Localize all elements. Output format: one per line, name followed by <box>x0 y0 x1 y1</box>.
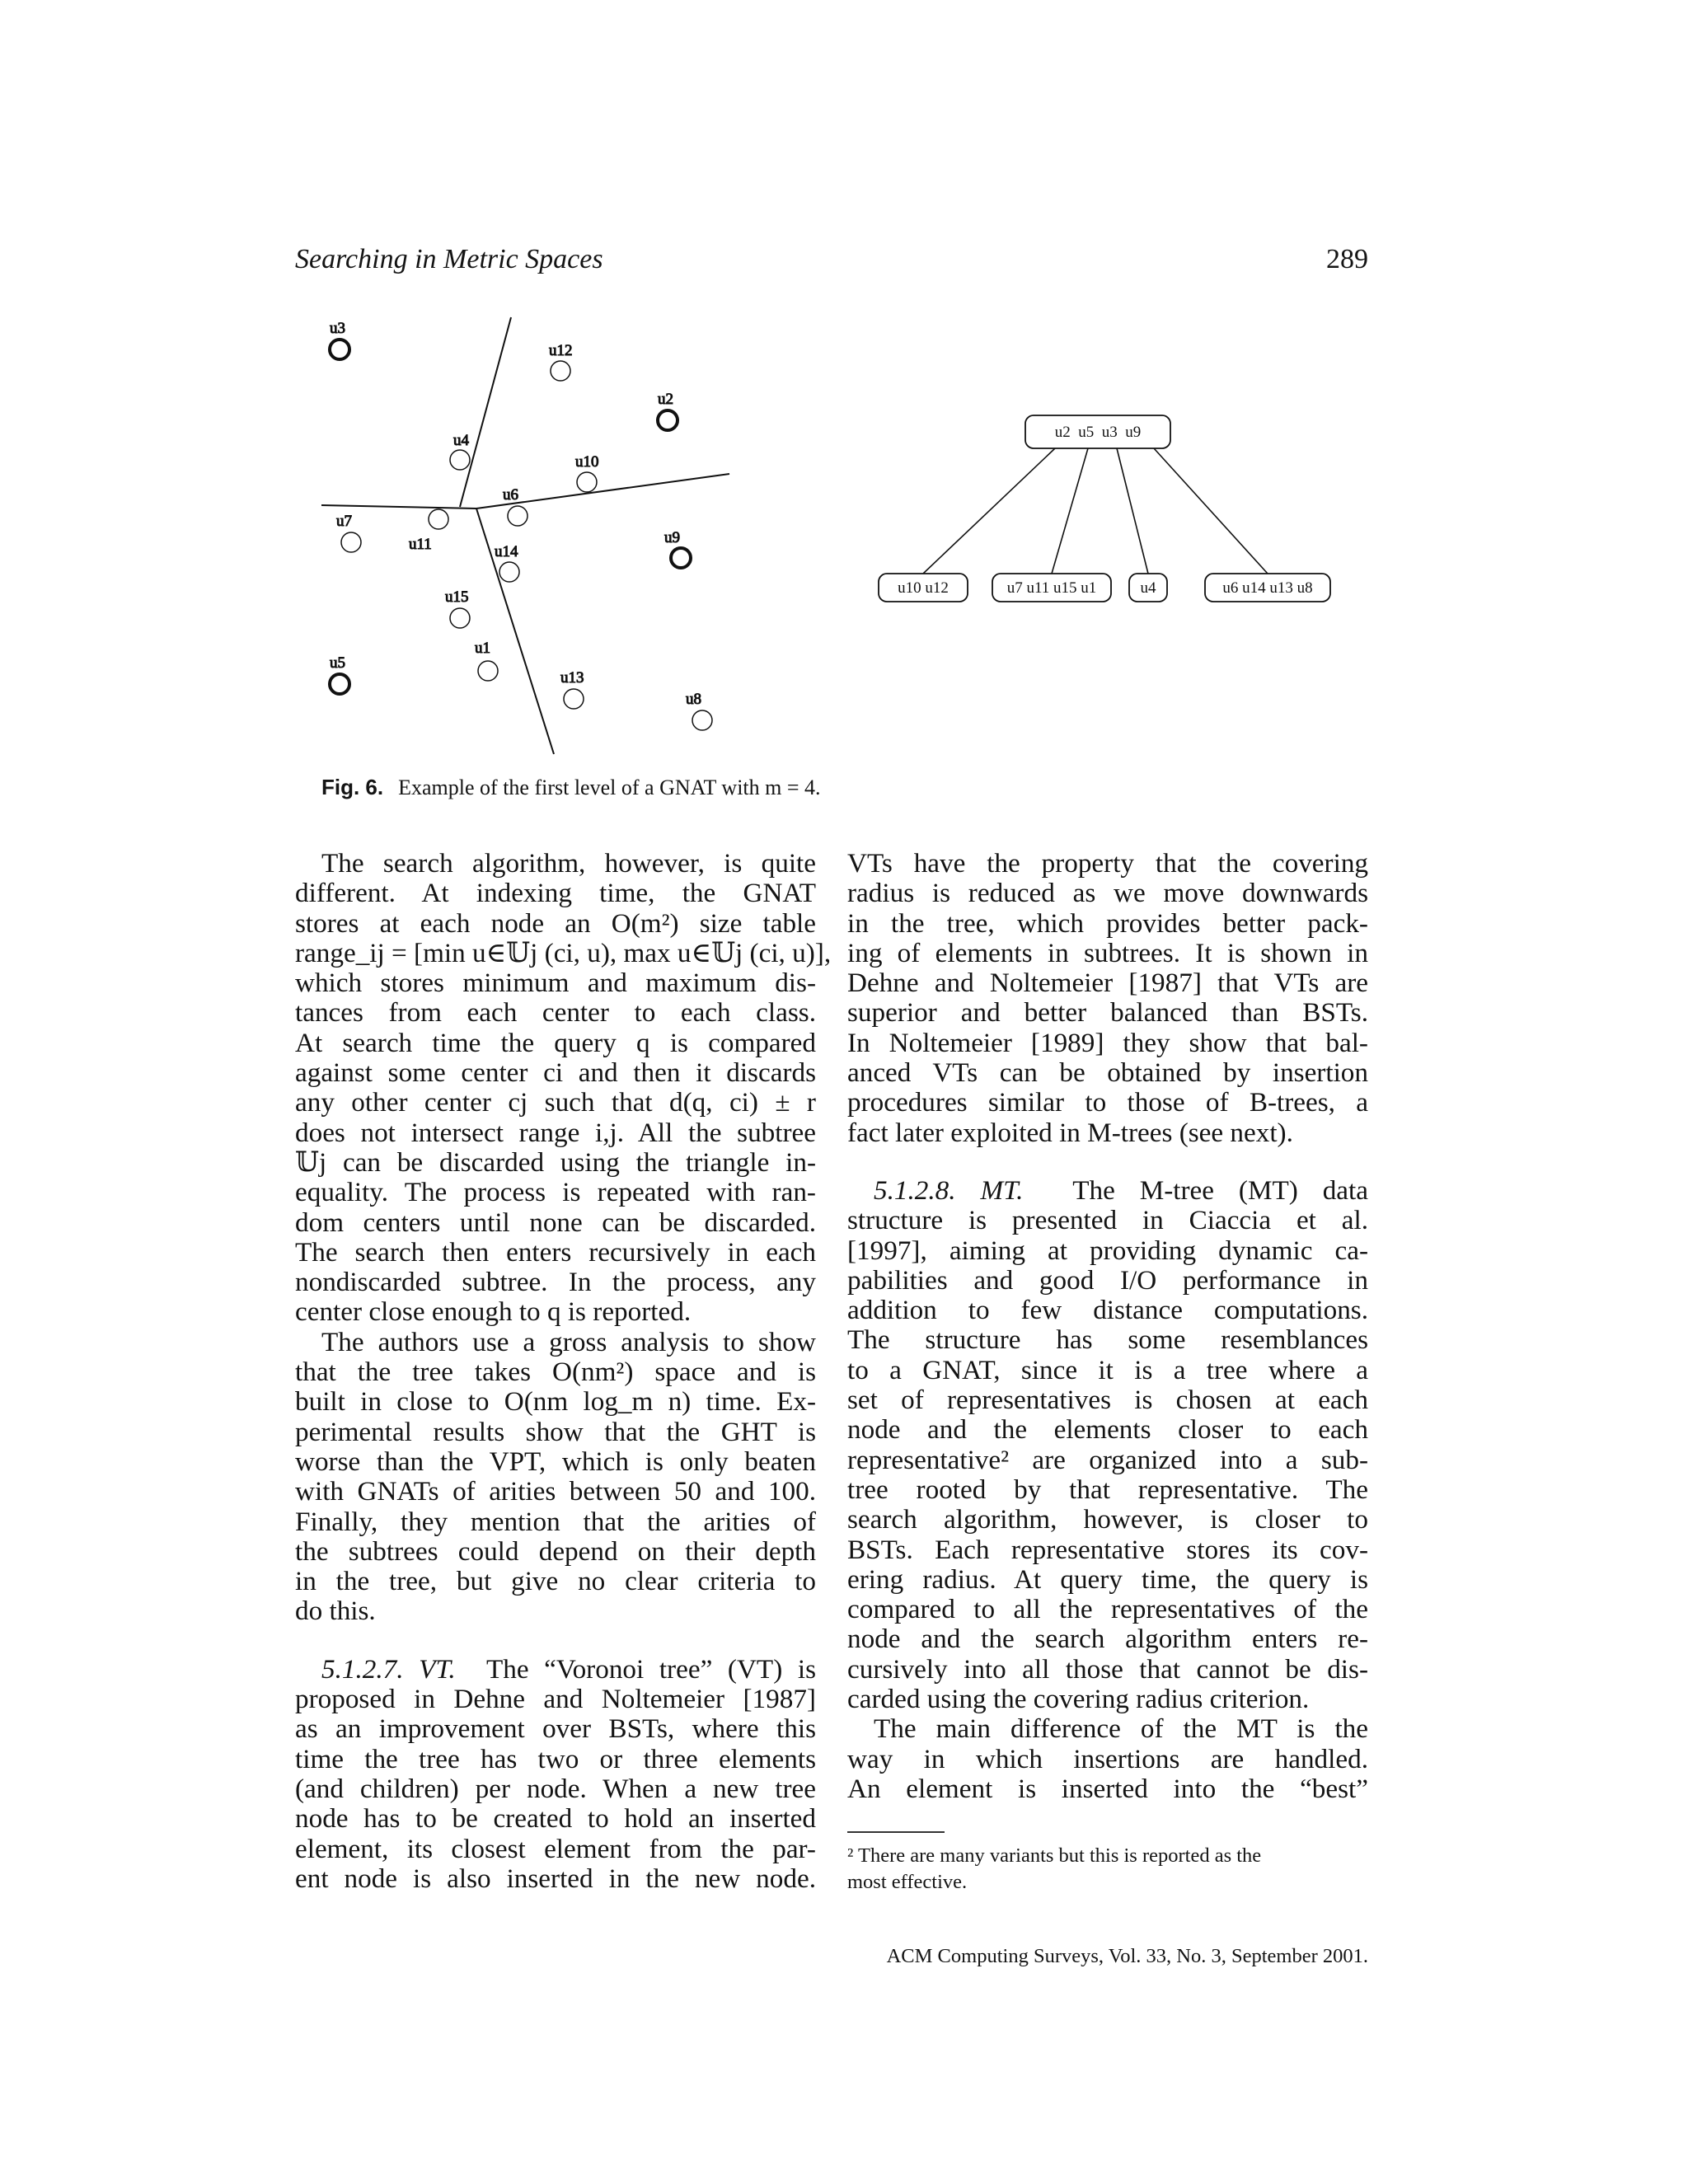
text-line: ering radius. At query time, the query is <box>847 1563 1368 1595</box>
center-point-circle <box>330 340 349 359</box>
text-line: The search then enters recursively in each <box>295 1236 816 1268</box>
text-line: The authors use a gross analysis to show <box>321 1326 816 1357</box>
text-line: BSTs. Each representative stores its cov- <box>847 1534 1368 1565</box>
text-line: nondiscarded subtree. In the process, any <box>295 1267 816 1298</box>
point-circle <box>499 562 519 582</box>
text-line: worse than the VPT, which is only beaten <box>295 1446 816 1477</box>
caption-text: Example of the first level of a GNAT with m = 4. <box>398 776 821 799</box>
point-u12 <box>549 342 573 381</box>
text-line: node has to be created to hold an inserted <box>295 1803 816 1835</box>
tree-edge <box>1154 448 1268 574</box>
text-line: does not intersect range i,j. All the subtree <box>295 1117 816 1148</box>
point-circle <box>341 532 361 552</box>
text-line: In Noltemeier [1989] they show that bal- <box>847 1027 1368 1058</box>
text-line: element, its closest element from the par- <box>295 1833 816 1864</box>
point-label: u12 <box>549 342 573 359</box>
point-label: u13 <box>560 669 584 687</box>
section-first-line <box>295 1655 816 1685</box>
tree-edges <box>923 448 1268 574</box>
text-line: stores at each node an O(m²) size table <box>295 907 816 939</box>
text-line: equality. The process is repeated with ran- <box>295 1177 816 1208</box>
text-line: cursively into all those that cannot be dis- <box>847 1653 1368 1685</box>
point-u5 <box>330 654 349 694</box>
point-u8 <box>686 691 712 730</box>
text-line: dom centers until none can be discarded. <box>295 1207 816 1238</box>
tree-child-node <box>1129 574 1167 602</box>
point-label: u5 <box>330 654 345 672</box>
text-line: pabilities and good I/O performance in <box>847 1264 1368 1296</box>
text-line: The search algorithm, however, is quite <box>321 848 816 879</box>
center-point-circle <box>671 548 691 568</box>
tree-root-node <box>1025 415 1170 448</box>
point-label: u4 <box>453 432 469 449</box>
partition-line <box>460 317 511 507</box>
left-column <box>295 848 832 1894</box>
point-label: u2 <box>658 391 673 408</box>
section-heading: 5.1.2.7. VT. <box>321 1653 456 1685</box>
text-line: Dehne and Noltemeier [1987] that VTs are <box>847 968 1368 999</box>
point-u3 <box>330 320 349 359</box>
point-u2 <box>658 391 678 430</box>
running-title: Searching in Metric Spaces <box>295 244 603 274</box>
text-line: VTs have the property that the covering <box>847 848 1368 879</box>
text-line: range_ij = [min u∈𝕌j (ci, u), max u∈𝕌j (ci, u)], <box>295 937 832 968</box>
tree-edge <box>1117 448 1148 574</box>
point-u7 <box>336 513 361 552</box>
point-label: u8 <box>686 691 701 708</box>
point-circle <box>577 472 597 492</box>
point-circle <box>450 450 470 470</box>
node-label: u7 u11 u15 u1 <box>1006 579 1097 597</box>
text-line: which stores minimum and maximum dis- <box>295 968 816 999</box>
text-line: do this. <box>295 1596 376 1627</box>
point-label: u10 <box>575 453 599 471</box>
text-line: node and the elements closer to each <box>847 1414 1368 1446</box>
point-u11 <box>409 509 448 553</box>
center-point-circle <box>330 674 349 694</box>
text-line: proposed in Dehne and Noltemeier [1987] <box>295 1684 816 1715</box>
point-circle <box>551 361 570 381</box>
text-line: ing of elements in subtrees. It is shown in <box>847 937 1368 968</box>
text-line: superior and better balanced than BSTs. <box>847 997 1368 1029</box>
tree-child-node <box>879 574 968 602</box>
text-line: The M-tree (MT) data <box>1072 1174 1368 1206</box>
node-label: u10 u12 <box>898 579 949 597</box>
section-gap <box>847 1148 1368 1176</box>
text-line: At search time the query q is compared <box>295 1027 816 1058</box>
node-label: u2 u5 u3 u9 <box>1054 424 1142 441</box>
text-line: search algorithm, however, is closer to <box>847 1504 1368 1535</box>
point-label: u6 <box>503 486 518 504</box>
point-circle <box>508 506 528 526</box>
point-label: u1 <box>475 640 490 657</box>
running-header <box>295 244 1368 285</box>
footnote-line: most effective. <box>847 1871 968 1893</box>
footnote-rule <box>847 1831 945 1833</box>
section-first-line <box>847 1176 1368 1206</box>
partition-line <box>321 505 476 509</box>
point-label: u11 <box>409 536 432 553</box>
tree-child-node <box>992 574 1111 602</box>
section-gap <box>295 1627 816 1655</box>
point-u13 <box>560 669 584 709</box>
text-line: that the tree takes O(nm²) space and is <box>295 1357 816 1388</box>
point-u10 <box>575 453 599 492</box>
text-line: The structure has some resemblances <box>847 1324 1368 1356</box>
text-line: carded using the covering radius criterion. <box>847 1684 1310 1715</box>
text-line: as an improvement over BSTs, where this <box>295 1713 816 1745</box>
caption-label: Fig. 6. <box>321 775 384 799</box>
text-line: An element is inserted into the “best” <box>847 1773 1368 1804</box>
text-line: any other center cj such that d(q, ci) ± r <box>295 1087 816 1118</box>
text-line: against some center ci and then it discards <box>295 1057 816 1089</box>
point-circle <box>429 509 448 529</box>
node-label: u6 u14 u13 u8 <box>1222 579 1313 597</box>
figure-caption <box>321 775 821 800</box>
center-point-circle <box>658 410 678 430</box>
tree-edge <box>923 448 1055 574</box>
text-line: representative² are organized into a sub- <box>847 1444 1368 1475</box>
text-line: procedures similar to those of B-trees, a <box>847 1087 1368 1118</box>
scatter-points <box>330 320 712 730</box>
text-line: anced VTs can be obtained by insertion <box>847 1057 1368 1089</box>
point-circle <box>450 608 470 628</box>
point-u4 <box>450 432 470 470</box>
text-line: center close enough to q is reported. <box>295 1296 692 1328</box>
point-label: u15 <box>445 588 469 606</box>
text-line: perimental results show that the GHT is <box>295 1416 816 1447</box>
point-label: u14 <box>495 543 518 560</box>
point-u1 <box>475 640 498 681</box>
text-line: the subtrees could depend on their depth <box>295 1535 816 1567</box>
text-line: tances from each center to each class. <box>295 997 816 1029</box>
point-u9 <box>664 529 691 568</box>
text-line: Finally, they mention that the arities of <box>295 1506 816 1537</box>
text-line: built in close to O(nm log_m n) time. Ex- <box>295 1386 816 1418</box>
text-line: time the tree has two or three elements <box>295 1743 816 1774</box>
tree-edge <box>1052 448 1088 574</box>
text-line: to a GNAT, since it is a tree where a <box>847 1354 1368 1385</box>
text-line: compared to all the representatives of the <box>847 1594 1368 1625</box>
point-u15 <box>445 588 470 628</box>
text-line: radius is reduced as we move downwards <box>847 878 1368 909</box>
text-line: (and children) per node. When a new tree <box>295 1773 816 1804</box>
text-line: way in which insertions are handled. <box>847 1743 1368 1774</box>
gnat-figure <box>297 313 1368 775</box>
text-line: with GNATs of arities between 50 and 100. <box>295 1476 816 1507</box>
point-circle <box>692 710 712 730</box>
text-line: The main difference of the MT is the <box>874 1713 1368 1745</box>
text-line: set of representatives is chosen at each <box>847 1385 1368 1416</box>
point-label: u9 <box>664 529 680 546</box>
text-line: tree rooted by that representative. The <box>847 1474 1368 1505</box>
text-line: node and the search algorithm enters re- <box>847 1624 1368 1655</box>
tree-child-node <box>1205 574 1330 602</box>
text-line: different. At indexing time, the GNAT <box>295 878 816 909</box>
text-line: fact later exploited in M-trees (see next). <box>847 1117 1293 1148</box>
point-circle <box>564 689 584 709</box>
page-number: 289 <box>1326 244 1368 274</box>
text-line: ent node is also inserted in the new node. <box>295 1863 816 1894</box>
point-circle <box>478 661 498 681</box>
text-line: in the tree, which provides better pack- <box>847 907 1368 939</box>
text-line: in the tree, but give no clear criteria to <box>295 1566 816 1597</box>
text-line: structure is presented in Ciaccia et al. <box>847 1205 1368 1236</box>
point-label: u7 <box>336 513 352 530</box>
section-heading: 5.1.2.8. MT. <box>874 1174 1024 1206</box>
gnat-tree <box>879 415 1330 602</box>
journal-footer: ACM Computing Surveys, Vol. 33, No. 3, September 2001. <box>886 1945 1368 1967</box>
footnote <box>847 1843 1368 1896</box>
point-label: u3 <box>330 320 345 337</box>
right-column <box>847 849 1368 1804</box>
text-line: addition to few distance computations. <box>847 1295 1368 1326</box>
footnote-line: ² There are many variants but this is reported as the <box>847 1844 1262 1867</box>
text-line: The “Voronoi tree” (VT) is <box>485 1653 816 1685</box>
point-u6 <box>503 486 528 526</box>
text-line: 𝕌j can be discarded using the triangle in- <box>295 1146 816 1178</box>
node-label: u4 <box>1140 579 1156 597</box>
text-line: [1997], aiming at providing dynamic ca- <box>847 1235 1368 1266</box>
